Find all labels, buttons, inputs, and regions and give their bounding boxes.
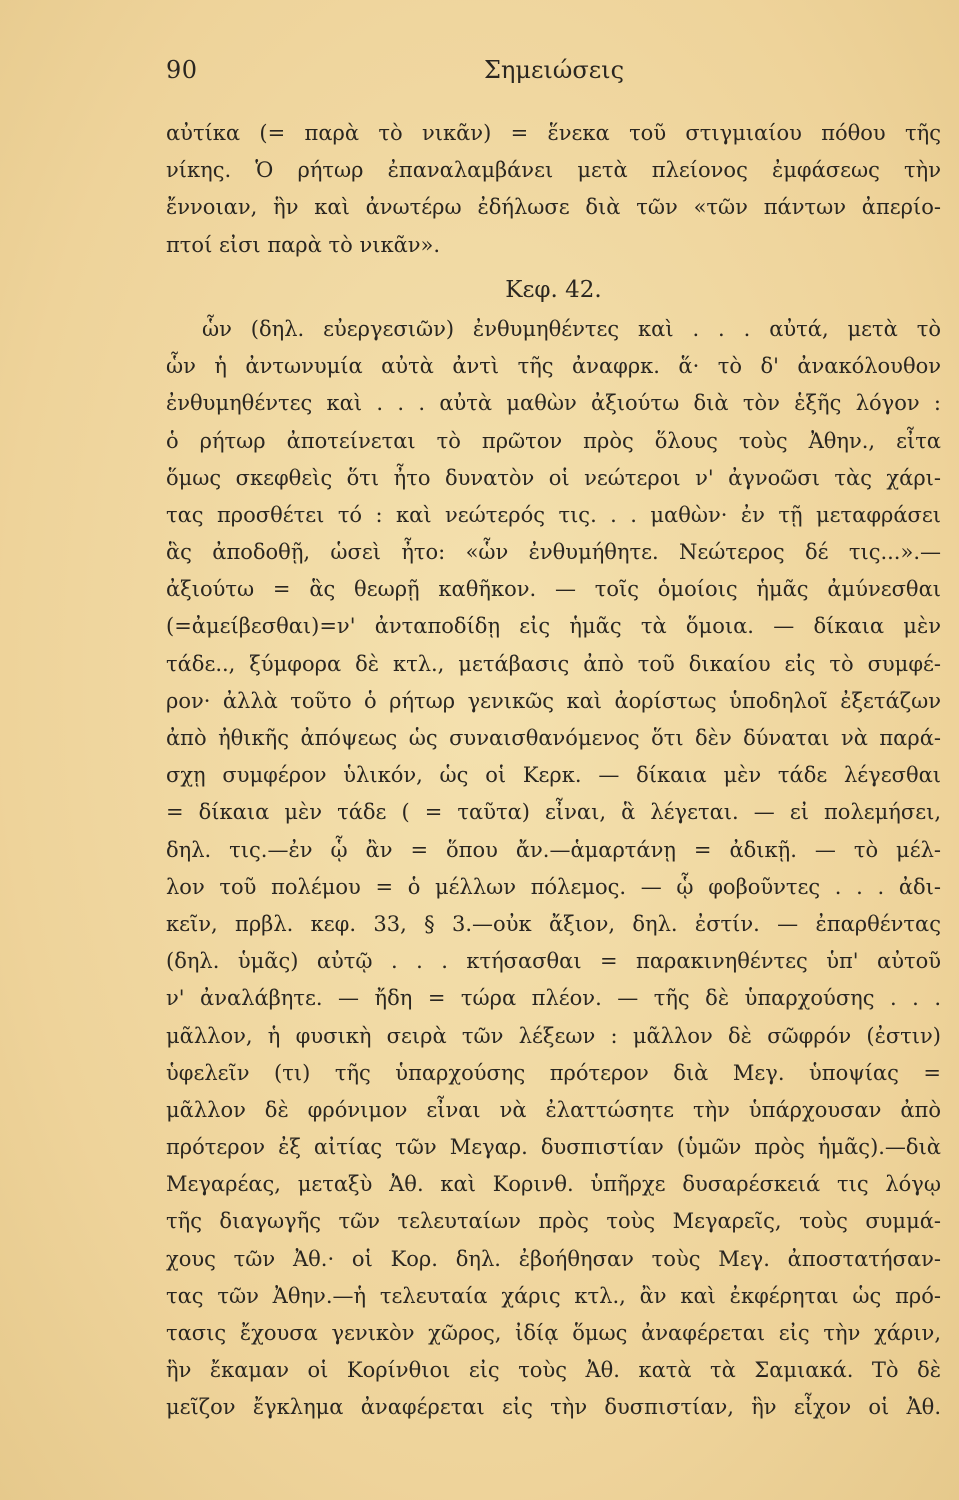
text-line: νίκης. Ὁ ρήτωρ ἐπαναλαμβάνει μετὰ πλείονος ἐμφάσεως τὴν xyxy=(166,158,941,183)
text-line: ἣν ἔκαμαν οἱ Κορίνθιοι εἰς τοὺς Ἀθ. κατὰ τὰ Σαμιακά. Τὸ δὲ xyxy=(166,1358,941,1383)
text-line: ἐνθυμηθέντες καὶ . . . αὐτὰ μαθὼν ἀξιούτω διὰ τὸν ἑξῆς λόγον : xyxy=(166,391,941,416)
text-line: ὅμως σκεφθεὶς ὅτι ἦτο δυνατὸν οἱ νεώτεροι ν' ἀγνοῶσι τὰς χάρι- xyxy=(166,465,941,490)
text-line: δηλ. τις.—ἐν ᾧ ἂν = ὅπου ἄν.—ἁμαρτάνῃ = ἀδικῇ. — τὸ μέλ- xyxy=(166,837,941,862)
text-line: = δίκαια μὲν τάδε ( = ταῦτα) εἶναι, ἃ λέγεται. — εἰ πολεμήσει, xyxy=(166,800,941,825)
page-number: 90 xyxy=(166,56,198,84)
text-line: κεῖν, πρβλ. κεφ. 33, § 3.—οὐκ ἄξιον, δηλ. ἐστίν. — ἐπαρθέντας xyxy=(166,911,941,936)
page-header xyxy=(166,56,941,96)
text-line: τάδε.., ξύμφορα δὲ κτλ., μετάβασις ἀπὸ τοῦ δικαίου εἰς τὸ συμφέ- xyxy=(166,651,941,676)
text-line: πρότερον ἐξ αἰτίας τῶν Μεγαρ. δυσπιστίαν (ὑμῶν πρὸς ἡμᾶς).—διὰ xyxy=(166,1135,941,1160)
text-line: ὑφελεῖν (τι) τῆς ὑπαρχούσης πρότερον διὰ Μεγ. ὑποψίας = xyxy=(166,1060,941,1085)
text-line: ἃς ἀποδοθῇ, ὡσεὶ ἦτο: «ὧν ἐνθυμήθητε. Νεώτερος δέ τις...».— xyxy=(166,540,941,565)
text-line: ἀξιούτω = ἃς θεωρῇ καθῆκον. — τοῖς ὁμοίοις ἡμᾶς ἀμύνεσθαι xyxy=(166,577,941,602)
text-line: ἀπὸ ἠθικῆς ἀπόψεως ὡς συναισθανόμενος ὅτι δὲν δύναται νὰ παρά- xyxy=(166,726,941,750)
text-line: ν' ἀναλάβητε. — ἤδη = τώρα πλέον. — τῆς δὲ ὑπαρχούσης . . . xyxy=(166,986,941,1011)
text-line: τασις ἔχουσα γενικὸν χῶρος, ἰδίᾳ ὅμως ἀναφέρεται εἰς τὴν χάριν, xyxy=(166,1321,941,1345)
text-line: σχῃ συμφέρον ὑλικόν, ὡς οἱ Κερκ. — δίκαια μὲν τάδε λέγεσθαι xyxy=(166,763,941,788)
text-line: ὁ ρήτωρ ἀποτείνεται τὸ πρῶτον πρὸς ὅλους τοὺς Ἀθην., εἶτα xyxy=(166,428,941,453)
running-head: Σημειώσεις xyxy=(484,56,625,84)
text-line: (=ἀμείβεσθαι)=ν' ἀνταποδίδῃ εἰς ἡμᾶς τὰ ὅμοια. — δίκαια μὲν xyxy=(166,614,941,639)
text-line: λον τοῦ πολέμου = ὁ μέλλων πόλεμος. — ᾧ φοβοῦντες . . . ἀδι- xyxy=(166,874,941,899)
text-line: πτοί εἰσι παρὰ τὸ νικᾶν». xyxy=(166,232,441,257)
notes-text-block xyxy=(166,115,941,1427)
text-line: ἔννοιαν, ἣν καὶ ἀνωτέρω ἐδήλωσε διὰ τῶν «τῶν πάντων ἀπερίο- xyxy=(166,195,941,220)
text-line: τας τῶν Ἀθην.—ἡ τελευταία χάρις κτλ., ἂν καὶ ἐκφέρηται ὡς πρό- xyxy=(166,1283,941,1308)
text-line: μεῖζον ἔγκλημα ἀναφέρεται εἰς τὴν δυσπιστίαν, ἣν εἶχον οἱ Ἀθ. xyxy=(166,1395,941,1420)
text-line: μᾶλλον δὲ φρόνιμον εἶναι νὰ ἐλαττώσητε τὴν ὑπάρχουσαν ἀπὸ xyxy=(166,1097,941,1122)
text-line: τας προσθέτει τό : καὶ νεώτερός τις. . . μαθὼν· ἐν τῇ μεταφράσει xyxy=(166,502,941,527)
text-line: (δηλ. ὑμᾶς) αὐτῷ . . . κτήσασθαι = παρακινηθέντες ὑπ' αὐτοῦ xyxy=(166,949,941,974)
text-line: μᾶλλον, ἡ φυσικὴ σειρὰ τῶν λέξεων : μᾶλλον δὲ σῶφρόν (ἐστιν) xyxy=(166,1023,941,1048)
text-line: τῆς διαγωγῆς τῶν τελευταίων πρὸς τοὺς Μεγαρεῖς, τοὺς συμμά- xyxy=(166,1209,941,1234)
text-line: ὧν (δηλ. εὐεργεσιῶν) ἐνθυμηθέντες καὶ . . . αὐτά, μετὰ τὸ xyxy=(202,316,941,341)
text-line: ὧν ἡ ἀντωνυμία αὐτὰ ἀντὶ τῆς ἀναφρκ. ἅ· τὸ δ' ἀνακόλουθον xyxy=(166,354,941,379)
text-line: αὐτίκα (= παρὰ τὸ νικᾶν) = ἕνεκα τοῦ στιγμιαίου πόθου τῆς xyxy=(166,121,941,145)
chapter-heading: Κεφ. 42. xyxy=(505,276,602,303)
text-line: ρον· ἀλλὰ τοῦτο ὁ ρήτωρ γενικῶς καὶ ἀορίστως ὑποδηλοῖ ἐξετάζων xyxy=(166,688,941,713)
text-line: χους τῶν Ἀθ.· οἱ Κορ. δηλ. ἐβοήθησαν τοὺς Μεγ. ἀποστατήσαν- xyxy=(166,1246,941,1271)
text-line: Μεγαρέας, μεταξὺ Ἀθ. καὶ Κορινθ. ὑπῆρχε δυσαρέσκειά τις λόγῳ xyxy=(166,1172,941,1197)
